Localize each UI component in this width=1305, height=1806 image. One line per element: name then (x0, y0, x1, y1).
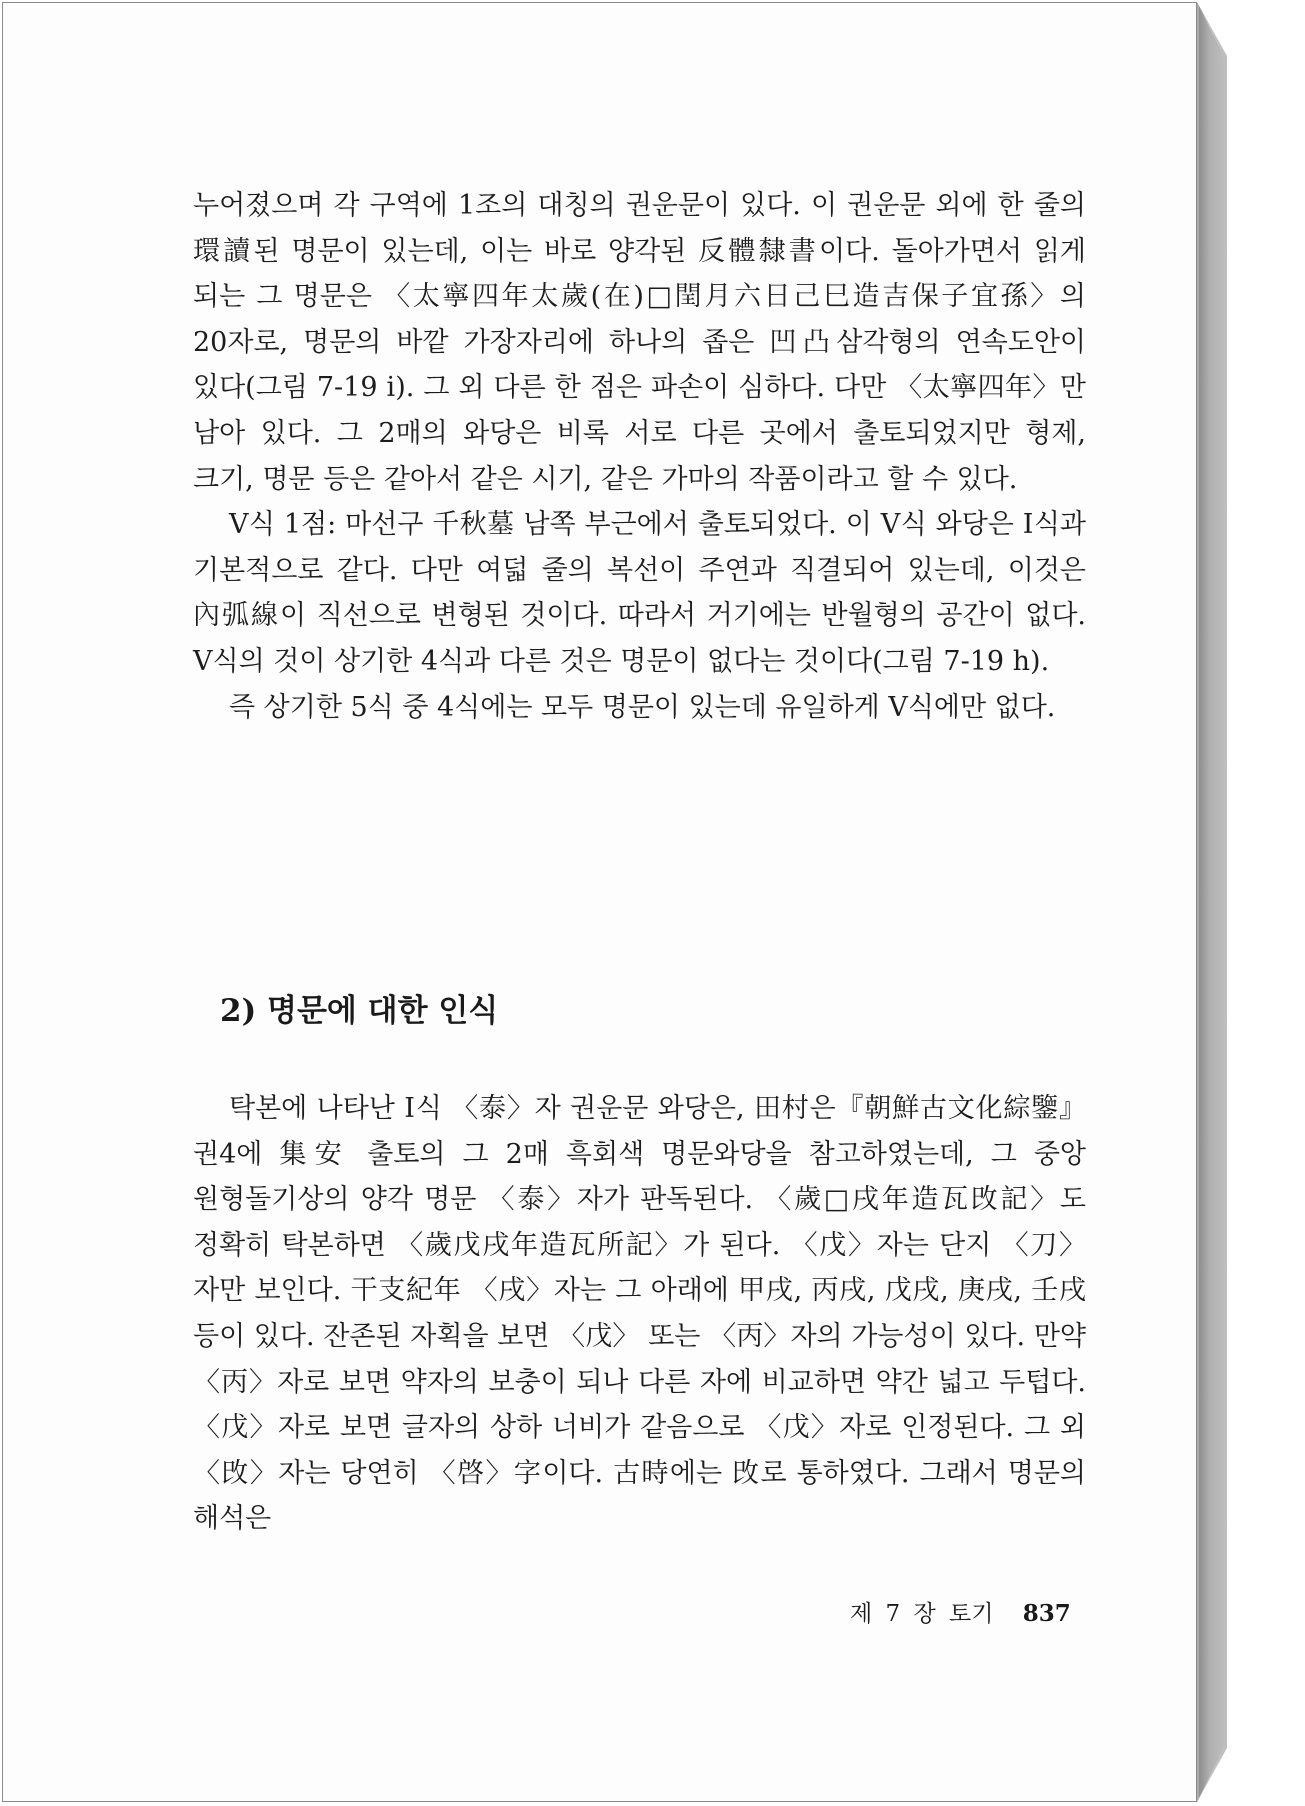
paragraph-3: 즉 상기한 5식 중 4식에는 모두 명문이 있는데 유일하게 Ⅴ식에만 없다. (229, 691, 1056, 723)
body-text (193, 183, 1086, 730)
page-number: 837 (1022, 1600, 1071, 1627)
chapter-label: 제 7 장 토기 (850, 1601, 994, 1627)
section-heading: 2) 명문에 대한 인식 (220, 993, 499, 1029)
paragraph-4: 탁본에 나타난 Ⅰ식 〈泰〉자 권운문 와당은, 田村은『朝鮮古文化綜鑒』권4에 集安 출토의 그 2매 흑회색 명문와당을 참고하였는데, 그 중앙 원형돌기상의 양각 명문 〈泰〉자가 판독된다. 〈歲□戌年造瓦攺記〉도 정확히 탁본하면 〈歲戊戌年造瓦所記〉가 된다. 〈戊〉자는 단지 〈刀〉자만 보인다. 干支紀年 〈戌〉자는 그 아래에 甲戌, 丙戌, 戊戌, 庚戌, 壬戌 등이 있다. 잔존된 자획을 보면 〈戊〉 또는 〈丙〉자의 가능성이 있다. 만약 〈丙〉자로 보면 약자의 보충이 되나 다른 자에 비교하면 약간 넓고 두텁다. 〈戊〉자로 보면 글자의 상하 너비가 같음으로 〈戊〉자로 인정된다. 그 외 〈攺〉자는 당연히 〈啓〉字이다. 古時에는 攺로 통하였다. 그래서 명문의 해석은 (193, 1093, 1086, 1535)
page-footer (850, 1595, 1071, 1628)
paragraph-1: 누어졌으며 각 구역에 1조의 대칭의 권운문이 있다. 이 권운문 외에 한 줄의 環讀된 명문이 있는데, 이는 바로 양각된 反體隸書이다. 돌아가면서 읽게 되는 그 명문은 〈太寧四年太歲(在)□閏月六日己巳造吉保子宜孫〉의 20자로, 명문의 바깥 가장자리에 하나의 좁은 凹凸삼각형의 연속도안이 있다(그림 7-19 i). 그 외 다른 한 점은 파손이 심하다. 다만 〈太寧四年〉만 남아 있다. 그 2매의 와당은 비록 서로 다른 곳에서 출토되었지만 형제, 크기, 명문 등은 같아서 같은 시기, 같은 가마의 작품이라고 할 수 있다. (193, 190, 1086, 495)
paragraph-2: Ⅴ식 1점: 마선구 千秋墓 남쪽 부근에서 출토되었다. 이 Ⅴ식 와당은 Ⅰ식과 기본적으로 같다. 다만 여덟 줄의 복선이 주연과 직결되어 있는데, 이것은 內弧線이 직선으로 변형된 것이다. 따라서 거기에는 반월형의 공간이 없다. Ⅴ식의 것이 상기한 4식과 다른 것은 명문이 없다는 것이다(그림 7-19 h). (193, 509, 1086, 677)
section-body-text (193, 1086, 1086, 1542)
page-edge-shadow (1199, 6, 1225, 1798)
